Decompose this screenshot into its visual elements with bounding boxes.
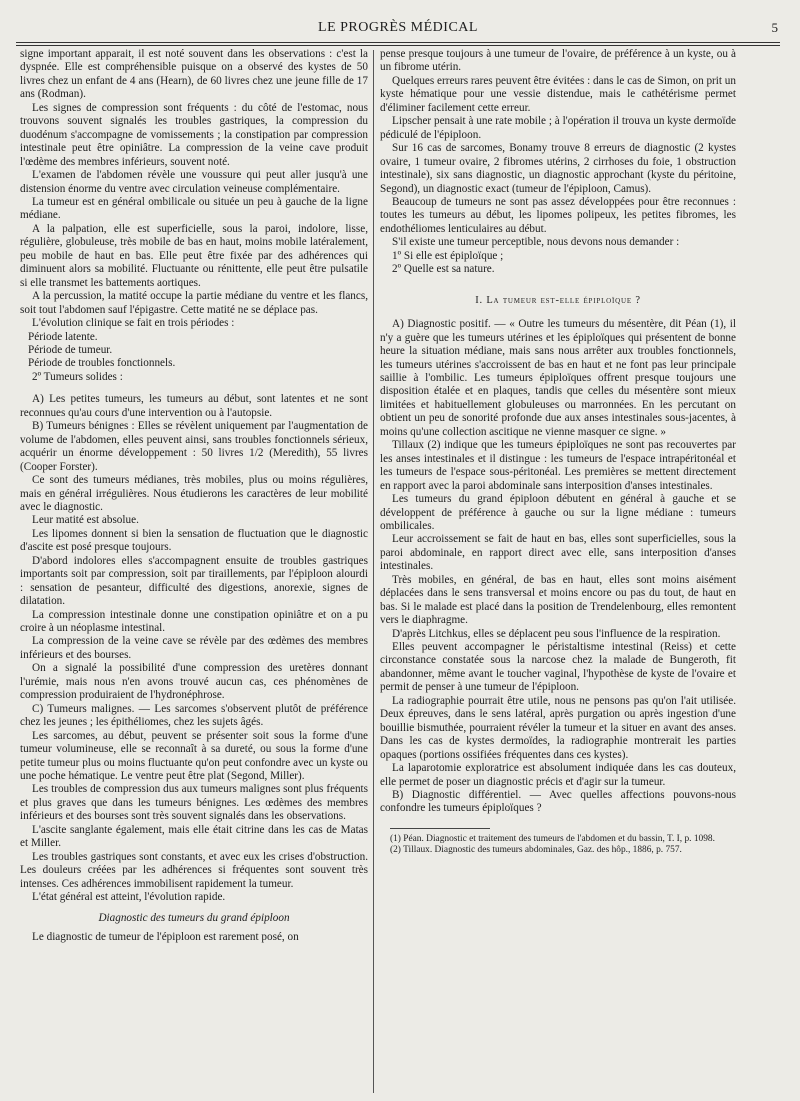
question-item: 1º Si elle est épiploïque ; [392,249,504,262]
paragraph: Beaucoup de tumeurs ne sont pas assez développées pour être reconnues : toutes les tumeurs au début, les lipomes polipeux, les petites fibromes, les endothéliomes lenticulaires au début. [380,195,736,235]
paragraph: A la palpation, elle est superficielle, sous la paroi, indolore, lisse, régulière, globuleuse, très mobile de bas en haut, moins mobile latéralement, peu mobile de haut en bas. Elle peut être fixée par des adhérences qui diminuent alors sa mobilité. Fluctuante ou rénittente, elle peut être pulsatile si elle transmet les battements aortiques. [20,222,368,289]
header-rule-thin [16,45,780,46]
paragraph: Les tumeurs du grand épiploon débutent en général à gauche et se développent de préférence à gauche ou sur la ligne médiane : tumeurs ombilicales. [380,493,736,532]
footnote-rule [390,828,490,829]
paragraph: signe important apparait, il est noté souvent dans les observations : c'est la dyspnée. Elle est compréhensible puisque on a observé des kystes de 50 livres chez un enfant de 4 ans (Hearn), de 60 livres chez une jeune fille de 17 ans (Rodman). [20,48,368,101]
section-heading: 2º Tumeurs solides : [32,370,123,383]
paragraph: La tumeur est en général ombilicale ou située un peu à gauche de la ligne médiane. [20,195,368,222]
paragraph: Les sarcomes, au début, peuvent se présenter soit sous la forme d'une tumeur volumineuse, elle se reconnaît à sa dureté, ou sous la forme d'une petite tumeur plus ou moins fluctuante qu'on peut confondre avec un kyste ou une poche hématique. Le ventre peut être plat (Segond, Miller). [20,729,368,783]
paragraph: Les troubles gastriques sont constants, et avec eux les crises d'obstruction. Les douleurs créées par les adhérences si fréquentes sont souvent très intenses. Ces adhérences immobilisent rapidement la tumeur. [20,850,368,890]
paragraph: La laparotomie exploratrice est absolument indiquée dans les cas douteux, elle permet de poser un diagnostic précis et d'agir sur la tumeur. [380,762,736,788]
paragraph: Lipscher pensait à une rate mobile ; à l'opération il trouva un kyste dermoïde pédiculé de l'épiploon. [380,115,736,141]
paragraph: A) Diagnostic positif. — « Outre les tumeurs du mésentère, dit Péan (1), il n'y a guère que les tumeurs utérines et les épiploïques qui présentent de bonne heure la situation médiane, mais sans nous arrêter aux troubles fonctionnels, les tumeurs utérines s'accroissent de bas en haut et ne font pas leur principale saillie à l'ombilic. Les tumeurs épiploïques offrent presque toujours une disposition étalée et en plaques, tandis que celles du mésentère sont mieux limitées et habituellement globuleuses ou marronnées. En les percutant on obtient un peu de sonorité profonde due aux anses intestinales sous-jacentes, à moins qu'une collection ascitique ne vienne masquer ce signe. » [380,318,736,438]
paragraph: S'il existe une tumeur perceptible, nous devons nous demander : [392,236,680,249]
page-number: 5 [771,20,778,35]
paragraph: Leur matité est absolue. [32,514,139,527]
paragraph: D'abord indolores elles s'accompagnent ensuite de troubles gastriques importants soit par compression, soit par tiraillements, par l'épiploon alourdi : sensation de pesanteur, difficulté des digestions, anorexie, signes de dilatation. [20,554,368,608]
footnote: (2) Tillaux. Diagnostic des tumeurs abdominales, Gaz. des hôp., 1886, p. 757. [390,844,682,855]
list-item: Période de tumeur. [28,343,113,356]
subsection-title: Diagnostic des tumeurs du grand épiploon [98,911,290,924]
paragraph: La radiographie pourrait être utile, nous ne pensons pas qu'on l'ait utilisée. Deux épreuves, dans le sens latéral, après purgation ou après ingestion d'une bouillie bismuthée, pourraient révéler la tumeur et la situer en avant des anses. Dans les cas de kystes dermoïdes, la radiographie montrerait les parties opaques (portions ossifiées fréquentes dans ces kystes). [380,694,736,761]
paragraph: Les lipomes donnent si bien la sensation de fluctuation que le diagnostic d'ascite est posé presque toujours. [20,527,368,554]
header-rule [16,42,780,43]
page-header [18,20,778,38]
paragraph: L'examen de l'abdomen révèle une voussure qui peut aller jusqu'à une distension énorme du ventre avec circulation veineuse complémentaire. [20,169,368,195]
column-divider [373,50,374,1093]
paragraph: Quelques erreurs rares peuvent être évitées : dans le cas de Simon, on prit un kyste hématique pour une vessie distendue, mais le cathétérisme permet d'éliminer facilement cette erreur. [380,74,736,114]
paragraph: B) Diagnostic différentiel. — Avec quelles affections pouvons-nous confondre les tumeurs épiploïques ? [380,789,736,815]
paragraph: Les troubles de compression dus aux tumeurs malignes sont plus fréquents et plus graves que dans les tumeurs bénignes. Les œdèmes des membres inférieurs et des bourses sont très souvent signalés dans les observations. [20,783,368,823]
paragraph: L'évolution clinique se fait en trois périodes : [32,317,235,330]
paragraph: C) Tumeurs malignes. — Les sarcomes s'observent plutôt de préférence chez les jeunes ; les épithéliomes, chez les sujets âgés. [20,702,368,729]
paragraph: Sur 16 cas de sarcomes, Bonamy trouve 8 erreurs de diagnostic (2 kystes ovaire, 1 tumeur ovaire, 2 fibromes utérins, 2 cirrhoses du foie, 1 obstruction intestinale), six sans diagnostic, un diagnostic approchant (kyste du péritoine, Segond), un diagnostic exact (tumeur de l'épiploon, Camus). [380,142,736,195]
paragraph: B) Tumeurs bénignes : Elles se révèlent uniquement par l'augmentation de volume de l'abdomen, elles peuvent ainsi, sans troubles fonctionnels sérieux, acquérir un énorme développement : 50 livres 1/2 (Meredith), 55 livres (Cooper Forster). [20,420,368,473]
paragraph: Le diagnostic de tumeur de l'épiploon est rarement posé, on [32,931,299,943]
paragraph: Elles peuvent accompagner le péristaltisme intestinal (Reiss) et cette circonstance constatée sous la narcose chez la malade de Bungeroth, fit abandonner, même avant le toucher vaginal, l'hypothèse de kyste de l'ovaire et permit de penser à une tumeur de l'épiploon. [380,641,736,694]
paragraph: L'ascite sanglante également, mais elle était citrine dans les cas de Matas et Miller. [20,823,368,850]
paragraph: pense presque toujours à une tumeur de l'ovaire, de préférence à un kyste, ou à un fibrome utérin. [380,48,736,74]
paragraph: Ce sont des tumeurs médianes, très mobiles, plus ou moins régulières, mais en général irrégulières. Nous étudierons les caractères de leur mobilité avec le diagnostic. [20,474,368,513]
paragraph: Tillaux (2) indique que les tumeurs épiploïques ne sont pas recouvertes par les anses intestinales et il distingue : les tumeurs de l'espace intrapéritonéal et les tumeurs de l'espace sous-péritonéal. Les premières se mettent directement en rapport avec la paroi abdominale sans interposition d'anses intestinales. [380,439,736,492]
section-title: I. La tumeur est-elle épiploïque ? [475,294,641,306]
journal-title: LE PROGRÈS MÉDICAL [318,20,478,35]
paragraph: A la percussion, la matité occupe la partie médiane du ventre et les flancs, soit tout l'abdomen sauf l'épigastre. Cette matité ne se déplace pas. [20,290,368,316]
paragraph: Les signes de compression sont fréquents : du côté de l'estomac, nous trouvons souvent signalés les troubles gastriques, la compression du duodénum s'accompagne de vomissements ; la constipation par compression intestinale peut être opiniâtre. La compression de la veine cave produit l'œdème des membres inférieurs, souvent noté. [20,101,368,168]
paragraph: Leur accroissement se fait de haut en bas, elles sont superficielles, sous la paroi abdominale, en rapport direct avec elle, sans interposition d'anses intestinales. [380,533,736,573]
paragraph: D'après Litchkus, elles se déplacent peu sous l'influence de la respiration. [392,627,721,640]
paragraph: La compression de la veine cave se révèle par des œdèmes des membres inférieurs et des bourses. [20,635,368,661]
paragraph: A) Les petites tumeurs, les tumeurs au début, sont latentes et ne sont reconnues qu'au cours d'une intervention ou à l'autopsie. [20,393,368,419]
paragraph: Très mobiles, en général, de bas en haut, elles sont moins aisément déplacées dans le sens transversal et moins encore ou pas du tout, de haut en bas. Si le malade est placé dans la position de Trendelenbourg, elles remontent vers le diaphragme. [380,573,736,627]
list-item: Période de troubles fonctionnels. [28,357,176,370]
right-column [380,48,736,856]
question-item: 2º Quelle est sa nature. [392,263,495,276]
paragraph: La compression intestinale donne une constipation opiniâtre et on a pu croire à un néoplasme intestinal. [20,608,368,635]
footnote: (1) Péan. Diagnostic et traitement des tumeurs de l'abdomen et du bassin, T. I, p. 1098. [390,833,715,844]
list-item: Période latente. [28,330,98,343]
paragraph: L'état général est atteint, l'évolution rapide. [32,891,226,904]
paragraph: On a signalé la possibilité d'une compression des uretères donnant l'urémie, mais nous n'en avons trouvé aucun cas, ces phénomènes de compression produiraient de l'hydronéphrose. [20,662,368,702]
left-column [20,48,368,944]
